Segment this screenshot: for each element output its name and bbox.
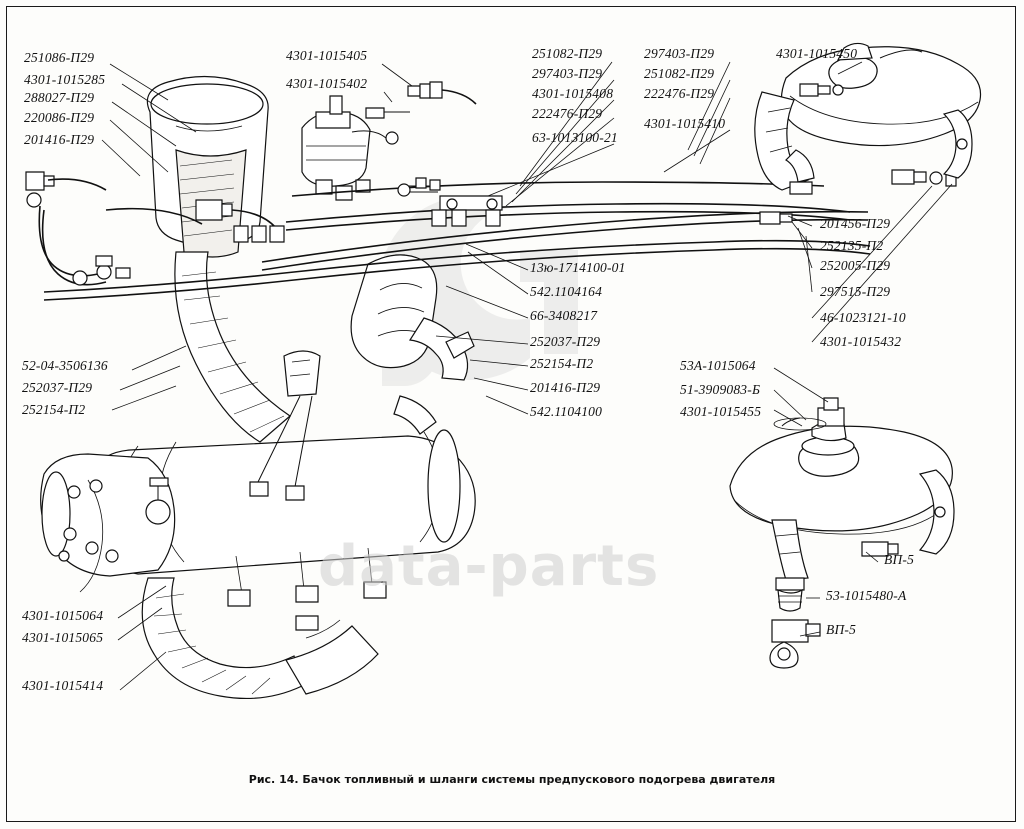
part-label-vp-5-upper: ВП-5 (884, 552, 915, 567)
part-label-51-3909083-b: 51-3909083-Б (680, 382, 761, 397)
part-label-222476-p29-b: 222476-П29 (644, 86, 715, 101)
part-label-4301-1015414: 4301-1015414 (22, 678, 104, 693)
part-label-4301-1015410: 4301-1015410 (644, 116, 726, 131)
part-label-4301-1015402: 4301-1015402 (286, 76, 368, 91)
part-label-252154-p2-left: 252154-П2 (22, 402, 86, 417)
lower-elbow-pipe (142, 578, 378, 698)
part-label-252005-p29: 252005-П29 (820, 258, 891, 273)
part-label-vp-5-lower: ВП-5 (826, 622, 857, 637)
part-label-4301-1015455: 4301-1015455 (680, 404, 762, 419)
part-label-297403-p29-a: 297403-П29 (532, 66, 603, 81)
part-label-297403-p29-b: 297403-П29 (644, 46, 715, 61)
part-label-252037-p29-mid: 252037-П29 (530, 334, 601, 349)
part-label-542-1104164: 542.1104164 (530, 284, 603, 299)
part-label-297515-p29: 297515-П29 (820, 284, 891, 299)
part-label-4301-1015285: 4301-1015285 (24, 72, 106, 87)
part-label-252154-p2-mid: 252154-П2 (530, 356, 594, 371)
part-label-63-1013100-21: 63-1013100-21 (532, 130, 618, 145)
figure-caption: Рис. 14. Бачок топливный и шланги системы предпускового подогрева двигателя (248, 773, 776, 786)
part-label-222476-p29-a: 222476-П29 (532, 106, 603, 121)
part-label-46-1023121-10: 46-1023121-10 (820, 310, 906, 325)
part-label-251082-p29-a: 251082-П29 (532, 46, 603, 61)
part-label-4301-1015432: 4301-1015432 (820, 334, 902, 349)
heater-drum (147, 76, 290, 442)
part-label-220086-p29: 220086-П29 (24, 110, 95, 125)
part-label-251086-p29: 251086-П29 (24, 50, 95, 65)
part-label-201416-p29: 201416-П29 (24, 132, 95, 147)
part-label-251082-p29-b: 251082-П29 (644, 66, 715, 81)
part-label-4301-1015450: 4301-1015450 (776, 46, 858, 61)
part-label-201456-p29: 201456-П29 (820, 216, 891, 231)
part-label-4301-1015064: 4301-1015064 (22, 608, 104, 623)
part-label-4301-1015405: 4301-1015405 (286, 48, 368, 63)
part-label-542-1104100: 542.1104100 (530, 404, 603, 419)
part-label-288027-p29: 288027-П29 (24, 90, 95, 105)
part-label-53-1015480-a: 53-1015480-А (826, 588, 907, 603)
part-label-252037-p29-left: 252037-П29 (22, 380, 93, 395)
part-label-53a-1015064: 53А-1015064 (680, 358, 756, 373)
part-label-13u-1714100-01: 13ю-1714100-01 (530, 260, 626, 275)
upper-fuel-tank (755, 43, 981, 194)
part-label-4301-1015065: 4301-1015065 (22, 630, 104, 645)
part-label-66-3408217: 66-3408217 (530, 308, 598, 323)
part-label-252135-p2: 252135-П2 (820, 238, 884, 253)
part-label-4301-1015408: 4301-1015408 (532, 86, 614, 101)
fuel-pump-block (302, 82, 476, 200)
part-label-52-04-3506136: 52-04-3506136 (22, 358, 108, 373)
watermark-text: data-parts (318, 534, 660, 599)
part-label-201416-p29-mid: 201416-П29 (530, 380, 601, 395)
